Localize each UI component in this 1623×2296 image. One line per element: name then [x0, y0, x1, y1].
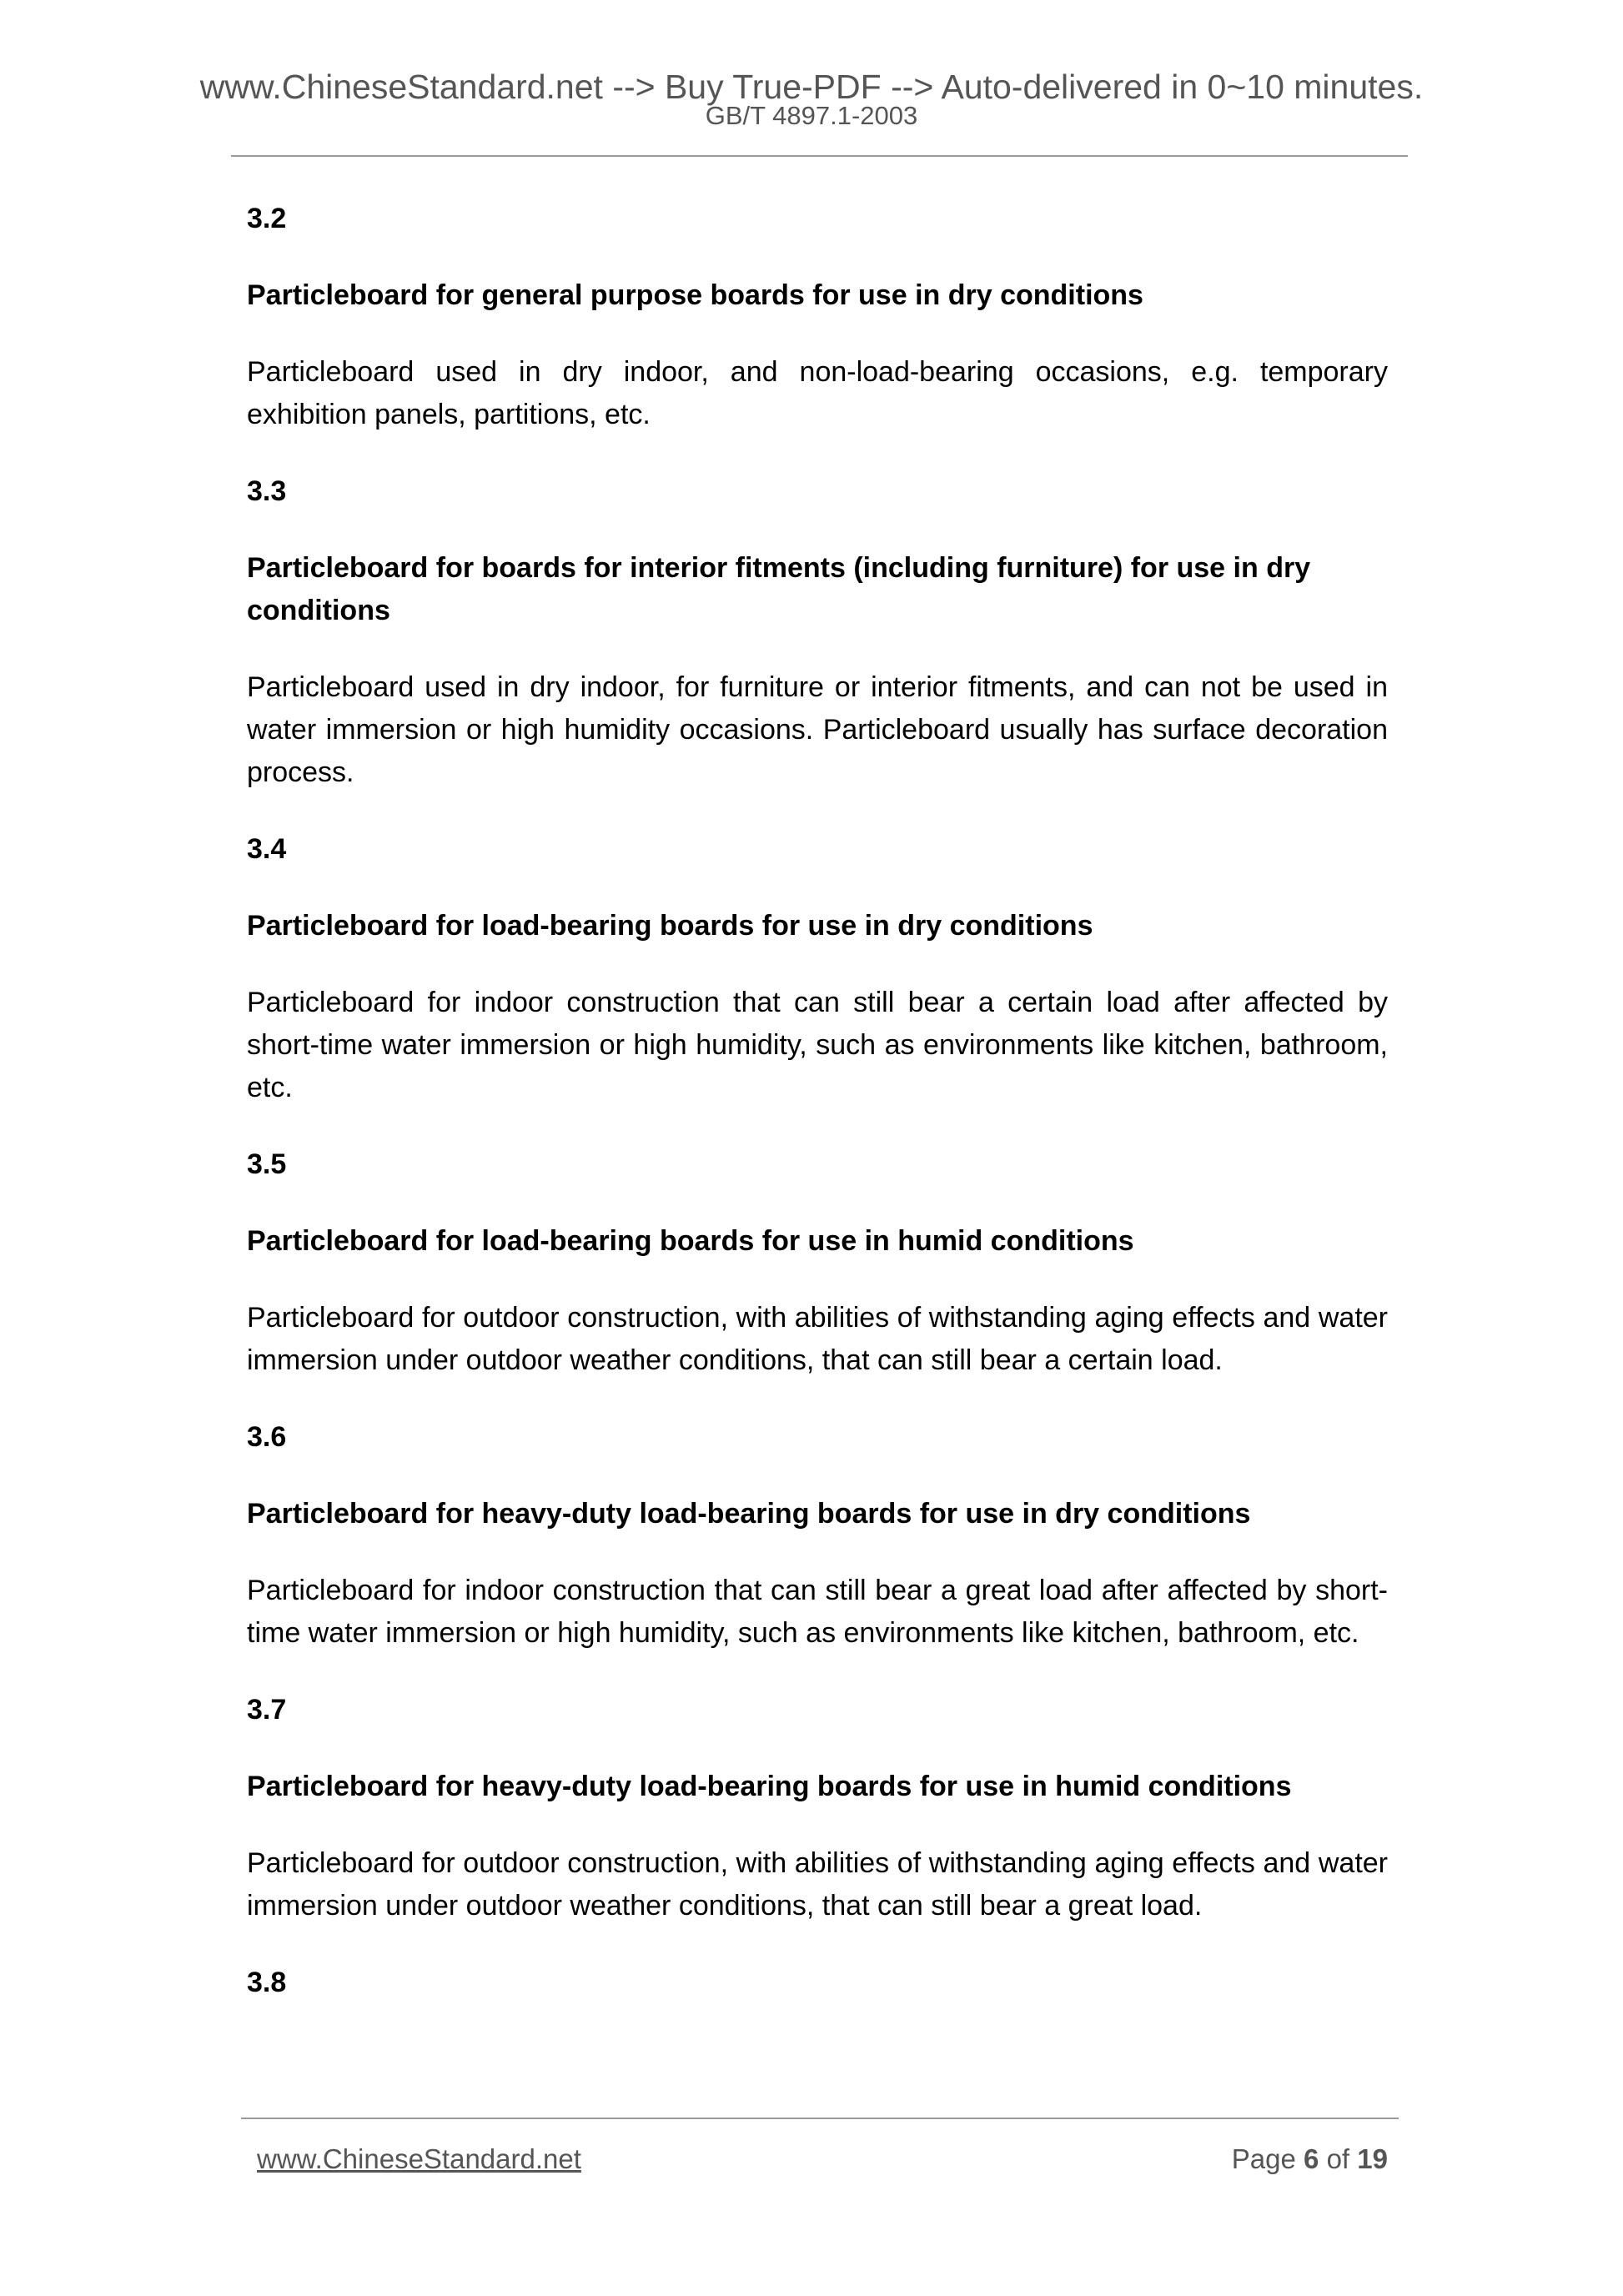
section-text: Particleboard for indoor construction that can still bear a certain load after affected by short-time water immersion or high humidity, such as environments like kitchen, bathroom, etc.: [247, 987, 1388, 1103]
standard-number: GB/T 4897.1-2003: [705, 101, 918, 130]
section-number: 3.4: [247, 833, 287, 865]
section-text: Particleboard for outdoor construction, with abilities of withstanding aging effects and water immersion under outdoor weather conditions, that can still bear a great load.: [247, 1847, 1388, 1922]
document-body: [247, 198, 1388, 2038]
section-text: Particleboard used in dry indoor, for furniture or interior fitments, and can not be used in water immersion or high humidity occasions. Particleboard usually has surface decoration process.: [247, 671, 1388, 788]
page-indicator: [1232, 2143, 1388, 2175]
page-of: of: [1326, 2143, 1350, 2174]
section-heading: Particleboard for general purpose boards for use in dry conditions: [247, 279, 1143, 311]
section-number: 3.5: [247, 1148, 287, 1180]
section-heading: Particleboard for heavy-duty load-bearing boards for use in humid conditions: [247, 1771, 1292, 1802]
header-banner: www.ChineseStandard.net --> Buy True-PDF --> Auto-delivered in 0~10 minutes.: [199, 68, 1424, 106]
footer-divider: [241, 2118, 1399, 2119]
section-text: Particleboard used in dry indoor, and non-load-bearing occasions, e.g. temporary exhibition panels, partitions, etc.: [247, 356, 1388, 430]
section-heading: Particleboard for boards for interior fitments (including furniture) for use in dry conditions: [247, 552, 1311, 626]
section-number: 3.2: [247, 203, 287, 234]
page-prefix: Page: [1231, 2143, 1296, 2174]
section-number: 3.8: [247, 1967, 287, 1998]
section-number: 3.7: [247, 1694, 287, 1726]
page-current: 6: [1304, 2143, 1319, 2174]
page-total: 19: [1357, 2143, 1388, 2174]
section-heading: Particleboard for load-bearing boards for use in humid conditions: [247, 1225, 1134, 1257]
section-number: 3.3: [247, 475, 287, 507]
section-text: Particleboard for indoor construction that can still bear a great load after affected by short-time water immersion or high humidity, such as environments like kitchen, bathroom, etc.: [247, 1575, 1388, 1649]
section-number: 3.6: [247, 1421, 287, 1453]
section-heading: Particleboard for heavy-duty load-bearing boards for use in dry conditions: [247, 1498, 1251, 1530]
section-text: Particleboard for outdoor construction, with abilities of withstanding aging effects and water immersion under outdoor weather conditions, that can still bear a certain load.: [247, 1302, 1388, 1376]
header-divider: [231, 155, 1408, 157]
section-heading: Particleboard for load-bearing boards for use in dry conditions: [247, 910, 1093, 942]
footer-website-link[interactable]: www.ChineseStandard.net: [257, 2143, 581, 2174]
